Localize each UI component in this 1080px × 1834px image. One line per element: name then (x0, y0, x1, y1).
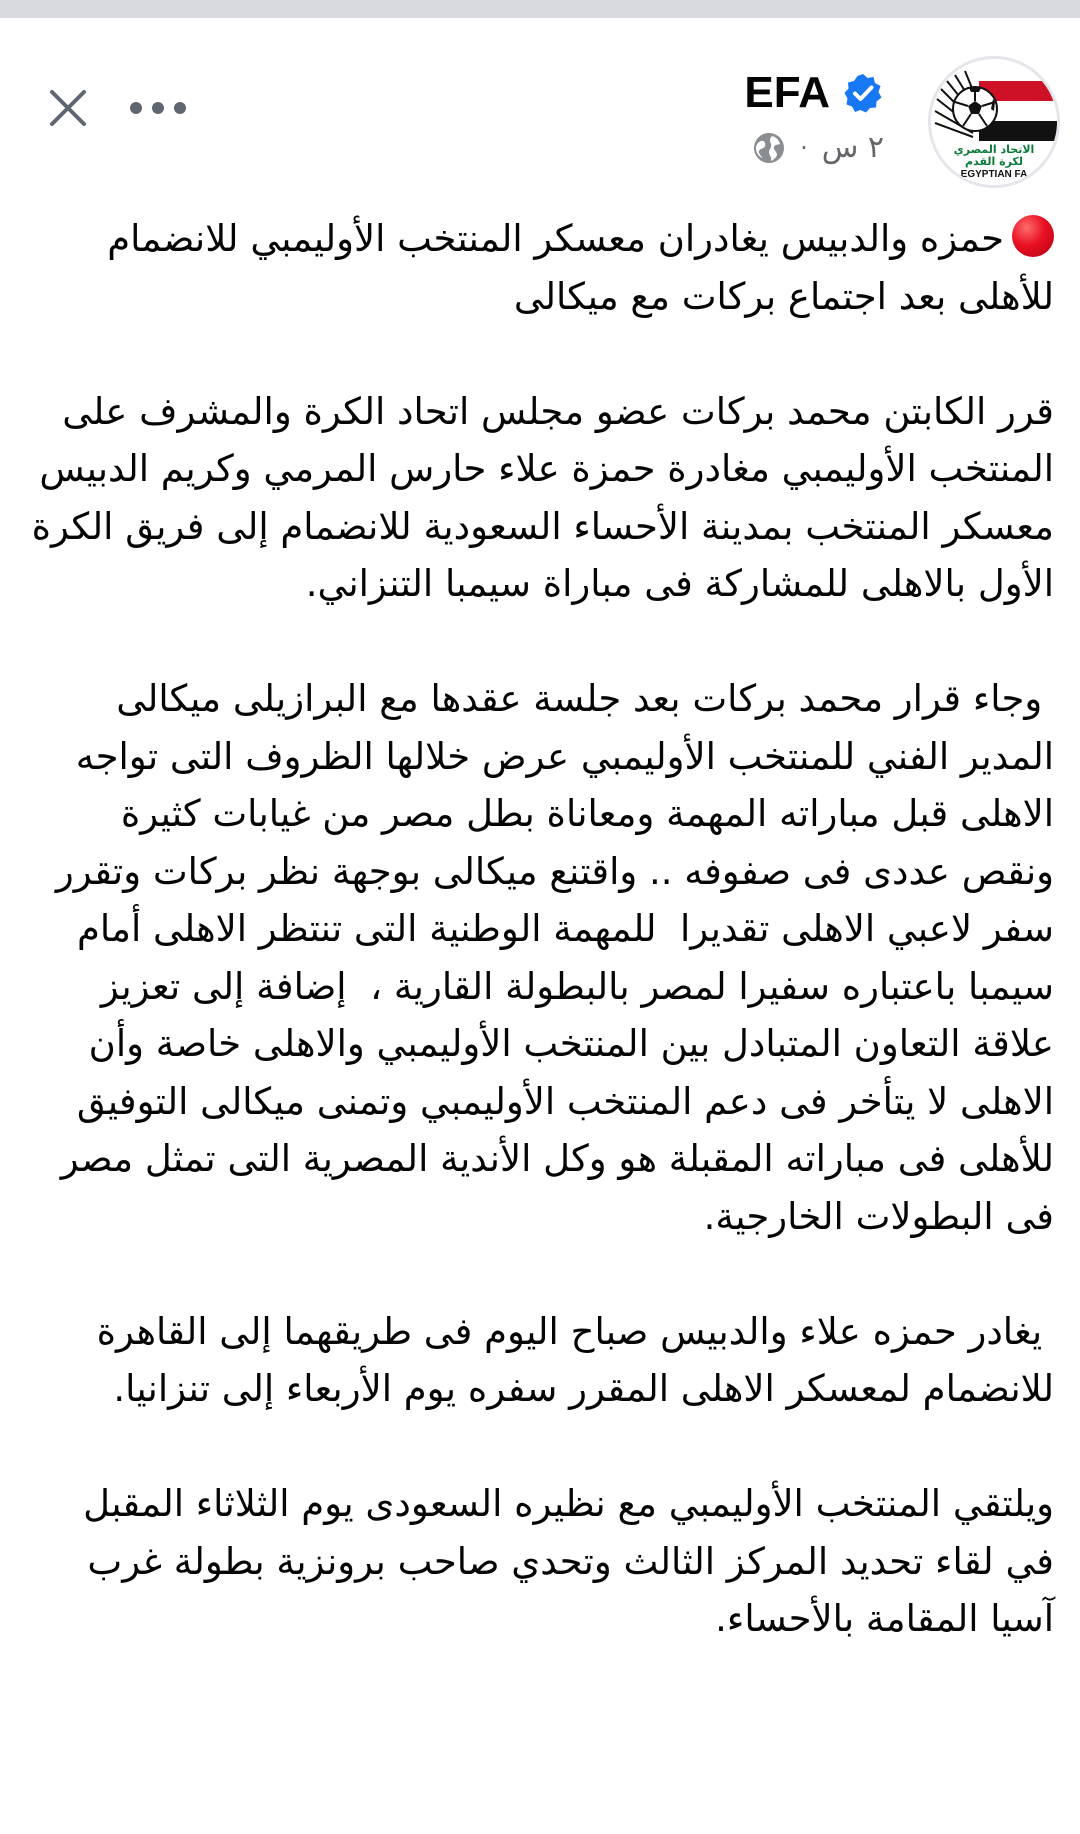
red-circle-icon (1012, 215, 1054, 257)
post-paragraph-4: ويلتقي المنتخب الأوليمبي مع نظيره السعودى يوم الثلاثاء المقبل في لقاء تحديد المركز الثالث وتحدي صاحب برونزية بطولة غرب آسيا المقامة بالأحساء. (71, 1482, 1054, 1640)
post-paragraph-1: قرر الكابتن محمد بركات عضو مجلس اتحاد الكرة والمشرف على المنتخب الأوليمبي مغادرة حمزة علاء حارس المرمي وكريم الدبيس معسكر المنتخب بمدينة الأحساء السعودية للانضمام إلى فريق الكرة الأول بالاهلى للمشاركة فى مباراة سيمبا التنزاني. (19, 389, 1054, 605)
close-icon[interactable] (48, 88, 88, 128)
logo-english-text: EGYPTIAN FA (960, 169, 1028, 180)
logo-arabic-text-2: لكرة القدم (965, 155, 1023, 168)
more-options-icon[interactable] (128, 96, 188, 120)
page-avatar[interactable] (928, 56, 1060, 188)
page-name[interactable]: EFA (744, 68, 830, 117)
post-headline (28, 210, 1054, 325)
top-edge-bar (0, 0, 1080, 18)
post-time[interactable]: ٢ س (821, 130, 884, 165)
verified-badge-icon (842, 72, 884, 114)
post-paragraph-3: يغادر حمزه علاء والدبيس صباح اليوم فى طريقهما إلى القاهرة للانضمام لمعسكر الاهلى المقرر سفره يوم الأربعاء إلى تنزانيا. (84, 1309, 1054, 1410)
author-row (744, 68, 884, 118)
headline-text: حمزه والدبيس يغادران معسكر المنتخب الأوليمبي للانضمام للأهلى بعد اجتماع بركات مع ميكالى (95, 217, 1054, 318)
meta-separator: · (800, 133, 808, 162)
logo-arabic-text: الاتحاد المصري (953, 143, 1035, 156)
efa-logo (931, 59, 1057, 185)
post-paragraph-2: وجاء قرار محمد بركات بعد جلسة عقدها مع البرازيلى ميكالى المدير الفني للمنتخب الأوليمبي عرض خلالها الظروف التى تواجه الاهلى قبل مباراته المهمة ومعاناة بطل مصر من غيابات كثيرة ونقص عددى فى صفوفه .. واقتنع ميكالى بوجهة نظر بركات وتقرر سفر لاعبي الاهلى تقديرا للمهمة الوطنية التى تنتظر الاهلى أمام سيمبا باعتباره سفيرا لمصر بالبطولة القارية ، إضافة إلى تعزيز علاقة التعاون المتبادل بين المنتخب الأوليمبي والاهلى خاصة وأن الاهلى لا يتأخر فى دعم المنتخب الأوليمبي وتمنى ميكالى التوفيق للأهلى فى مباراته المقبلة هو وكل الأندية المصرية التى تمثل مصر فى البطولات الخارجية. (32, 677, 1054, 1238)
globe-icon (752, 131, 786, 165)
post-meta (752, 130, 884, 165)
post-header (0, 18, 1080, 198)
post-body (19, 210, 1054, 1705)
